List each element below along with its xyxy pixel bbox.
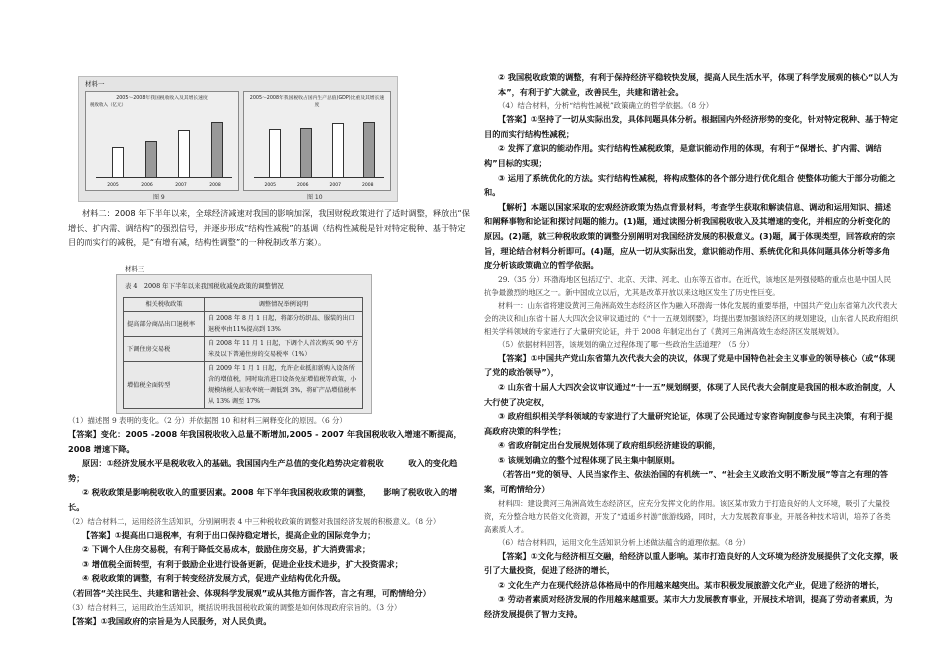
left-paragraph: ④ 税收政策的调整，有利于转变经济发展方式，促进产业结构优化升级。 — [82, 573, 346, 584]
left-paragraph: 【答案】①提高出口退税率，有利于出口保持稳定增长，提高企业的国际竞争力； — [82, 529, 376, 540]
tax-policy-table — [123, 297, 363, 409]
table-cell: 自 2009 年 1 月 1 日起，允许企业抵扣新购入设备所含的增值税，同时取消进口设备免征增值税等政策，小规模纳税人征收率统一调低到 3%，将矿产品增值税率从 13% 调至 17% — [205, 362, 363, 409]
right-paragraph: （若答出“党的领导、人民当家作主、依法治国的有机统一”、“社会主义政治文明不断发展”等言之有理的答案，可酌情给分） — [484, 469, 888, 495]
right-paragraph: （5）依据材料回答，该规划的确立过程体现了哪一些政治生活道理？（5 分） — [498, 339, 754, 349]
right-paragraph: ③ 运用了系统优化的方法。实行结构性减税，将构成整体的各个部分进行优化组合 使整体功能大于部分功能之和。 — [484, 172, 896, 198]
table-row — [124, 312, 363, 337]
left-paragraph: ③ 增值税全面转型，有利于鼓励企业进行设备更新，促进企业技术进步，扩大投资需求； — [82, 558, 403, 569]
year-tick: 2005 — [264, 183, 276, 188]
table-cell: 自 2008 年 11 月 1 日起，下调个人首次购买 90 平方米及以下普通住房的交易税率（1%） — [205, 337, 363, 362]
left-paragraph: ② 下调个人住房交易税，有利于降低交易成本，鼓励住房交易，扩大消费需求； — [82, 544, 371, 555]
chart-bar — [178, 130, 190, 178]
figure10-years — [254, 183, 384, 188]
right-paragraph: ③ 劳动者素质对经济发展的作用越来越重要。某市大力发展教育事业，开展技术培训，提高了劳动者素质，为经济发展提供了智力支持。 — [484, 594, 893, 620]
chart-bar — [300, 128, 312, 178]
year-tick: 2007 — [329, 183, 341, 188]
right-paragraph: 【答案】①中国共产党山东省第九次代表大会的决议，体现了党是中国特色社会主义事业的领导核心（或“体现了党的政治领导”）， — [484, 352, 896, 378]
right-paragraph: ⑤ 该规划确立的整个过程体现了民主集中制原则。 — [498, 454, 680, 465]
table-header: 相关税收政策 — [124, 298, 205, 312]
table-cell: 增值税全面转型 — [124, 362, 205, 409]
material3-label: 材料三 — [125, 265, 145, 273]
material2-text: 材料二：2008 年下半年以来，全球经济减速对我国的影响加深，我国财税政策进行了适时调整，释放出“保增长、扩内需、调结构”的强烈信号，并逐步形成“结构性减税”的基调（结构性减税是针对特定税种、基于特定目的而实行的减税，是“有增有减，结构性调整”的一种税制改革方案）。 — [68, 208, 470, 248]
right-paragraph: ④ 省政府制定出台发展规划体现了政府组织经济建设的职能， — [498, 440, 721, 451]
table-header: 调整情况举例说明 — [205, 298, 363, 312]
table-cell: 提高部分商品出口退税率 — [124, 312, 205, 337]
left-answers — [68, 414, 470, 628]
right-paragraph: 【答案】①文化与经济相互交融，给经济以重人影响。某市打造良好的人文环境为经济发展提供了文化支撑，吸引了大量投资，促进了经济的增长， — [484, 550, 898, 576]
right-paragraph: 29.（35 分）环渤海地区包括辽宁、北京、天津、河北、山东等五省市。在近代，该地区是列强侵略的重点也是中国人民抗争最激烈的地区之一。新中国成立以后，尤其是改革开放以来这地区发生了历史性巨变。 — [484, 274, 892, 297]
figure10-caption: 图 10 — [307, 194, 323, 201]
chart-bar — [211, 122, 223, 178]
year-tick: 2008 — [209, 183, 221, 188]
figure9-caption: 图 9 — [153, 194, 165, 201]
right-paragraph: 材料一：山东省将建设黄河三角洲高效生态经济区作为融入环渤海一体化发展的重要举措，中国共产党山东省第九次代表大会的决议和山东省十届人大四次会议审议通过的《“十一五规划纲要》，均提出要加强该经济区的规划建设，山东省人民政府组织相关学科领域的专家进行了大量研究论证，并于 2008 年制定出台了《黄河三角洲高效生态经济区发展规划》。 — [484, 300, 898, 336]
left-paragraph: （2）结合材料二，运用经济生活知识，分别阐明表 4 中三种税收政策的调整对我国经济发展的积极意义。（8 分） — [68, 516, 441, 526]
year-tick: 2008 — [362, 183, 374, 188]
year-tick: 2007 — [175, 183, 187, 188]
left-paragraph: 原因：①经济发展水平是税收收入的基础。我国国内生产总值的变化趋势决定着税收 收入的变化趋势； — [68, 458, 458, 483]
table4-caption: 表 4 2008 年下半年以来我国税收减免政策的调整情况 — [125, 282, 284, 290]
figure-charts-image — [78, 76, 398, 202]
table-row — [124, 337, 363, 362]
table-row — [124, 362, 363, 409]
left-paragraph: ② 税收政策是影响税收收入的重要因素。2008 年下半年我国税收政策的调整， 影响了税收收入的增长。 — [68, 487, 458, 512]
chart-bar — [112, 147, 124, 178]
right-paragraph: ② 发挥了意识的能动作用。实行结构性减税政策，是意识能动作用的体现，有利于“保增长、扩内需、调结构”目标的实现； — [484, 143, 882, 168]
figure9-chart — [85, 91, 239, 191]
figure10-chart — [243, 91, 391, 191]
right-paragraph: ② 山东省十届人大四次会议审议通过“十一五”规划纲要，体现了人民代表大会制度是我国的根本政治制度，人大行使了决定权， — [484, 381, 896, 407]
year-tick: 2006 — [141, 183, 153, 188]
left-paragraph: （若回答“关注民生、共建和谐社会、体现科学发展观”或从其他方面作答，言之有理，可酌情给分） — [68, 587, 431, 598]
figure9-legend: 税收收入（亿元） — [90, 103, 126, 108]
figure10-title: 2005～2008年我国税收占国内生产总值(GDP)比重及其增长速度 — [249, 96, 385, 108]
right-paragraph: ② 文化生产力在现代经济总体格局中的作用越来越突出。某市积极发展旅游文化产业，促进了经济的增长， — [498, 579, 885, 590]
figure9-title: 2005～2008年我国税收收入及其增长速度 — [116, 96, 208, 101]
material1-label: 材料一 — [85, 80, 105, 88]
right-paragraph: （4）结合材料，分析“结构性减税”政策确立的哲学依据。（8 分） — [498, 101, 714, 111]
chart-bar — [332, 123, 344, 178]
chart-bar — [363, 122, 375, 178]
left-paragraph: （1）描述图 9 表明的变化。（2 分）并依据图 10 和材料三阐释变化的原因。（6 分） — [68, 416, 347, 425]
table4-image — [116, 265, 372, 414]
chart-bar — [269, 129, 281, 178]
right-paragraph: 【解析】本题以国家采取的宏观经济政策为热点背景材料，考查学生获取和解读信息、调动和运用知识、描述和阐释事物和论证和探讨问题的能力。(1)题，通过读图分析我国税收收入及其增速的变化，并相应的分析变化的原因。(2)题，就三种税收政策的调整分别阐明对我国经济发展的积极意义。(3)题，属于体现类型，回答政府的宗旨，理论结合材料分析即可。(4)题，应从一切从实际出发，意识能动作用、系统优化和具体问题具体分析等多角度分析该政策确立的哲学依据。 — [484, 201, 896, 271]
left-paragraph: 【答案】变化：2005 -2008 年我国税收收入总量不断增加,2005 - 2007 年我国税收收入增速不断提高，2008 增速下降。 — [68, 429, 462, 454]
left-paragraph: （3）结合材料三，运用政治生活知识，概括说明我国税收政策的调整是如何体现政府宗旨的。（3 分） — [68, 602, 402, 612]
right-paragraph: （6）结合材料四，运用文化生活知识分析上述做法蕴含的道理依据。（8 分） — [498, 537, 750, 547]
right-paragraph: ③ 政府组织相关学科领域的专家进行了大量研究论证，体现了公民通过专家咨询制度参与民主决策，有利于提高政府决策的科学性； — [484, 411, 893, 436]
chart-bar — [145, 141, 157, 178]
right-paragraph: 【答案】①坚持了一切从实际出发，具体问题具体分析。根据国内外经济形势的变化，针对特定税种、基于特定目的而实行结构性减税； — [484, 114, 898, 139]
year-tick: 2006 — [297, 183, 309, 188]
table-cell: 下调住房交易税 — [124, 337, 205, 362]
left-paragraph: 【答案】①我国政府的宗旨是为人民服务，对人民负责。 — [68, 615, 272, 626]
left-column — [68, 206, 470, 250]
right-paragraph: 材料四：建设黄河三角洲高效生态经济区，应充分发挥文化的作用。该区某市致力于打造良好的人文环境，吸引了大量投资，充分整合地方民俗文化资源，开发了“逍遥乡村游”旅游线路，同时，大力发展教育事业，开展各种技术培训，培养了各类高素质人才。 — [484, 498, 891, 534]
right-column — [484, 70, 898, 622]
table-cell: 自 2008 年 8 月 1 日起，将部分纺织品、服装的出口退税率由11%提高到 13% — [205, 312, 363, 337]
right-paragraph: ② 我国税收政策的调整，有利于保持经济平稳较快发展，提高人民生活水平，体现了科学发展观的核心“以人为本”，有利于扩大就业，改善民生，共建和谐社会。 — [498, 72, 898, 97]
figure9-years — [96, 183, 232, 188]
year-tick: 2005 — [107, 183, 119, 188]
